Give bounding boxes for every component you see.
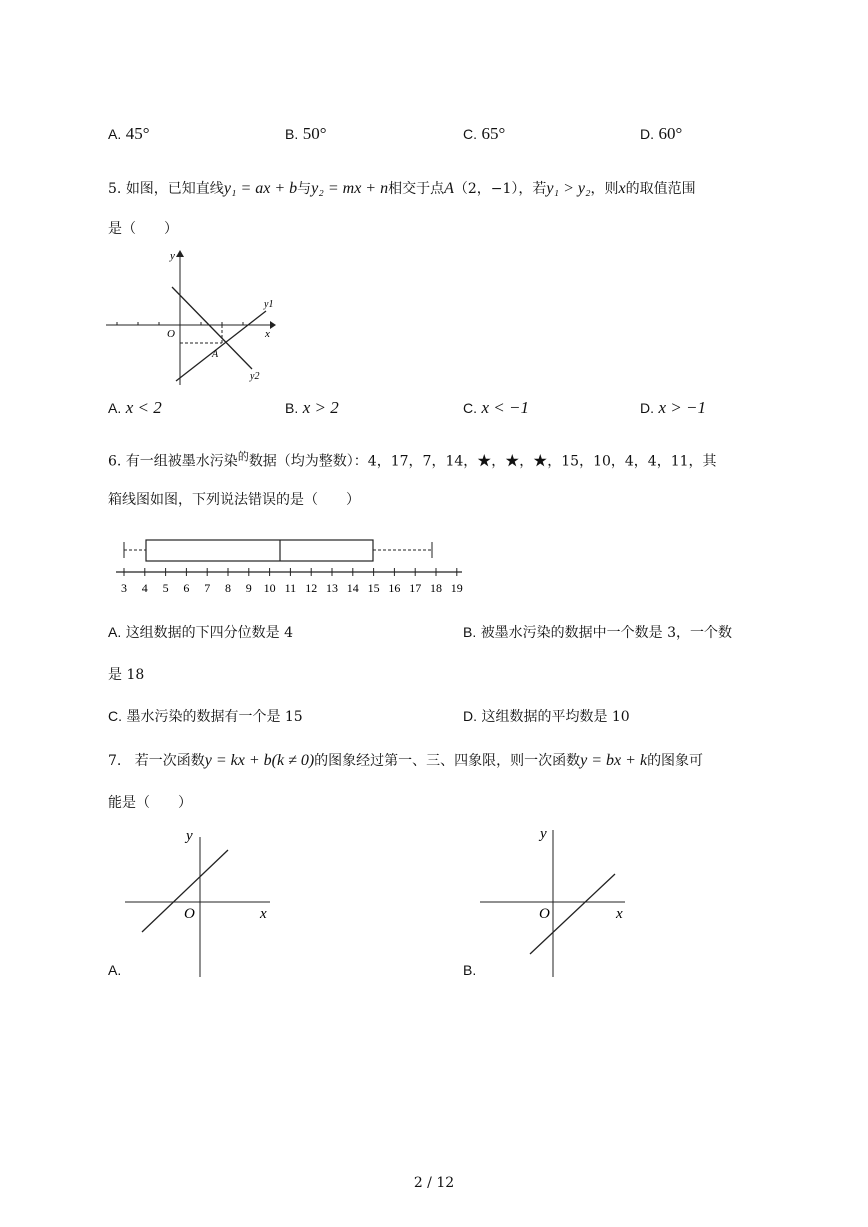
origin-label: O xyxy=(184,906,195,922)
x-label: x xyxy=(260,906,267,922)
q5-text: 相交于点 xyxy=(388,181,445,197)
q5-text: 的取值范围 xyxy=(625,181,696,197)
q6-option-a xyxy=(108,622,293,642)
tick-label: 19 xyxy=(450,581,463,595)
tick-label: 13 xyxy=(326,581,338,595)
q4-option-d xyxy=(640,124,682,144)
y2-label: y2 xyxy=(250,371,260,382)
tick-label: 12 xyxy=(305,581,318,595)
tick-label: 10 xyxy=(263,581,276,595)
y1-label: y1 xyxy=(264,299,274,310)
q6-text: 数据（均为整数）：4，17，7，14，★，★，★，15，10，4，4，11，其 xyxy=(248,453,717,470)
q6-option-b-cont: 是 18 xyxy=(108,667,145,683)
option-label: D. xyxy=(640,400,654,416)
q7-eq2: y = bx + k xyxy=(580,752,648,769)
q7-graph-b xyxy=(475,822,645,982)
box xyxy=(146,540,373,561)
y-label: y xyxy=(170,250,175,262)
tick-label: 18 xyxy=(430,581,442,595)
option-text: 墨水污染的数据有一个是 15 xyxy=(126,709,303,725)
option-label: D. xyxy=(463,708,477,724)
tick-label: 16 xyxy=(388,581,401,595)
option-label: D. xyxy=(640,126,654,142)
q5-stem xyxy=(108,178,696,198)
q6-option-d xyxy=(463,706,630,726)
q6-stem xyxy=(108,448,717,471)
q7-graph-a-label: A. xyxy=(108,962,122,978)
q5-eq2: y₂ = mx + n xyxy=(311,180,389,197)
q4-option-b xyxy=(285,124,327,144)
q5-option-b xyxy=(285,398,339,418)
x-label: x xyxy=(616,906,623,922)
tick-label: 4 xyxy=(141,581,148,595)
q6-sup: 的 xyxy=(237,450,249,463)
q5-text: 如图，已知直线 xyxy=(125,181,224,197)
option-text: 被墨水污染的数据中一个数是 3，一个数 xyxy=(480,625,733,641)
option-value: x > −1 xyxy=(658,398,706,417)
q5-option-d xyxy=(640,398,706,418)
q5-option-a xyxy=(108,398,162,418)
question-number: 7. xyxy=(108,753,122,769)
q7-text: 的图象可 xyxy=(647,753,704,769)
q7-stem xyxy=(108,750,703,770)
option-label: B. xyxy=(285,126,299,142)
question-number: 6. xyxy=(108,453,122,470)
x-label: x xyxy=(265,328,270,340)
option-label: A. xyxy=(108,624,122,640)
q6-text: 有一组被墨水污染 xyxy=(125,453,238,470)
q5-text: （2，−1），若 xyxy=(453,181,547,197)
option-label: C. xyxy=(108,708,122,724)
q6-option-c xyxy=(108,706,303,726)
y-arrow-icon xyxy=(176,250,184,257)
question-number: 5. xyxy=(108,181,122,197)
tick-label: 9 xyxy=(245,581,252,595)
tick-label: 14 xyxy=(346,581,359,595)
q7-text: 若一次函数 xyxy=(134,753,205,769)
q5-graph xyxy=(100,245,285,390)
q5-var: x xyxy=(618,180,626,197)
q5-text: 与 xyxy=(297,181,312,197)
point-a-label: A xyxy=(212,349,219,360)
q7-stem-line2: 能是（ ） xyxy=(108,795,192,811)
q5-option-c xyxy=(463,398,529,418)
q7-eq1: y = kx + b(k ≠ 0) xyxy=(204,752,315,769)
option-label: C. xyxy=(463,126,477,142)
q4-option-a xyxy=(108,124,150,144)
q5-cond: y₁ > y₂ xyxy=(546,180,591,197)
tick-label: 11 xyxy=(284,581,297,595)
page-number: 2 / 12 xyxy=(413,1175,455,1191)
q5-point: A xyxy=(444,180,454,197)
q5-text: ，则 xyxy=(590,181,619,197)
option-text: 这组数据的平均数是 10 xyxy=(481,709,630,725)
option-value: 45° xyxy=(125,124,150,143)
option-value: 60° xyxy=(658,124,683,143)
q4-option-c xyxy=(463,124,505,144)
q7-graph-b-label: B. xyxy=(463,962,477,978)
option-value: x < −1 xyxy=(481,398,529,417)
option-text: 这组数据的下四分位数是 4 xyxy=(125,625,294,641)
q7-graph-a xyxy=(120,822,290,982)
x-arrow-icon xyxy=(270,321,276,329)
tick-label: 15 xyxy=(367,581,380,595)
option-value: 50° xyxy=(302,124,327,143)
option-label: A. xyxy=(108,400,122,416)
option-value: x < 2 xyxy=(125,398,162,417)
origin-label: O xyxy=(167,328,175,340)
tick-label: 7 xyxy=(204,581,211,595)
option-label: C. xyxy=(463,400,477,416)
q6-option-b xyxy=(463,622,732,642)
tick-label: 5 xyxy=(162,581,169,595)
y-label: y xyxy=(540,826,547,842)
tick-label: 6 xyxy=(183,581,190,595)
tick-label: 3 xyxy=(121,581,127,595)
q5-eq1: y₁ = ax + b xyxy=(223,180,298,197)
option-label: A. xyxy=(108,126,122,142)
tick-label: 17 xyxy=(409,581,422,595)
option-value: x > 2 xyxy=(302,398,339,417)
q5-stem-line2: 是（ ） xyxy=(108,221,178,237)
origin-label: O xyxy=(539,906,550,922)
option-label: B. xyxy=(463,624,477,640)
q7-text: 的图象经过第一、三、四象限，则一次函数 xyxy=(314,753,581,769)
q6-boxplot xyxy=(110,530,470,600)
option-label: B. xyxy=(285,400,299,416)
tick-label: 8 xyxy=(225,581,231,595)
q6-stem-line2: 箱线图如图，下列说法错误的是（ ） xyxy=(108,492,360,508)
y-label: y xyxy=(186,828,193,844)
option-value: 65° xyxy=(481,124,506,143)
